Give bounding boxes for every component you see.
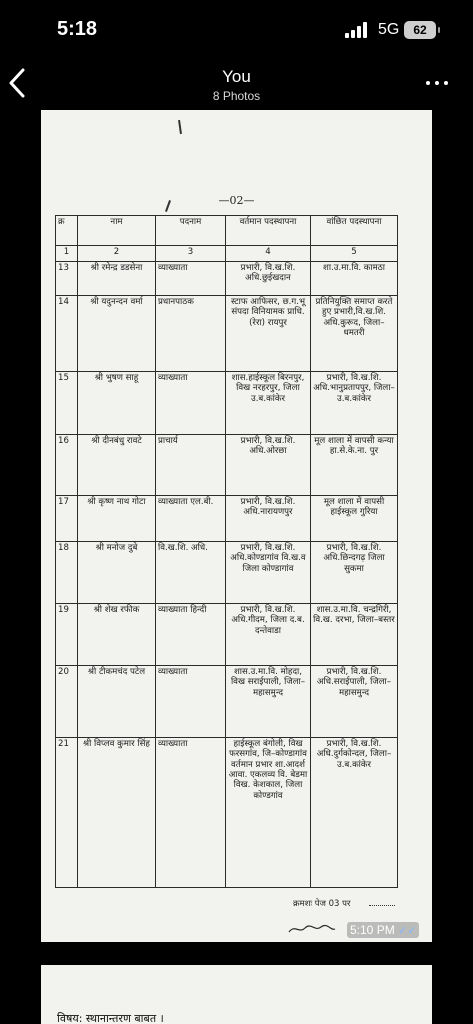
document-photo[interactable] [41,110,432,942]
cell-name: श्री कृष्ण नाथ गोटा [78,496,156,542]
message-timestamp [347,922,419,938]
column-number: 4 [226,246,311,262]
read-receipt-icon: ✓✓ [398,925,417,937]
cell-designation: व्याख्याता [156,372,226,435]
cell-name: श्री मनोज दुबे [78,542,156,604]
cell-desired-posting: प्रभारी, वि.ख.शि. अधि.दुर्गकोन्दल, जिला–उ.ब.कांकेर [311,738,398,888]
cell-current-posting: प्रभारी, वि.ख.शि. अधि.छुईखदान [226,262,311,296]
cell-current-posting: शास.हाईस्कूल बिरनपुर, विख नरहरपुर, जिला उ.ब.कांकेर [226,372,311,435]
header-desired-posting: वांछित पदस्थापना [311,216,398,246]
cell-sr: 18 [56,542,78,604]
cell-desired-posting: मूल शाला में वापसी कन्या हा.से.के.ना. पुर [311,435,398,496]
pen-mark [178,120,182,134]
column-number-row [56,246,398,262]
table-row [56,296,398,372]
battery-icon: 62 [404,21,436,39]
column-number: 3 [156,246,226,262]
page-number: —02— [218,194,255,207]
table-row [56,262,398,296]
cell-desired-posting: प्रभारी, वि.ख.शि. अधि.भानुप्रतापपुर, जिला–उ.ब.कांकेर [311,372,398,435]
album-title: You [222,67,251,86]
cell-sr: 21 [56,738,78,888]
cell-sr: 13 [56,262,78,296]
cell-designation: प्रधानपाठक [156,296,226,372]
cell-desired-posting: मूल शाला में वापसी हाईस्कूल गुरिया [311,496,398,542]
table-header-row [56,216,398,246]
dot [444,81,448,85]
cell-current-posting: शास.उ.मा.वि. मोहदा, विख सराईपाली, जिला–महासमुन्द [226,666,311,738]
cell-designation: व्याख्याता [156,738,226,888]
more-options-button[interactable] [424,76,452,90]
status-bar [0,0,473,62]
cell-name: श्री यदुनन्दन वर्मा [78,296,156,372]
cell-sr: 20 [56,666,78,738]
cell-name: श्री रमेन्द्र डडसेना [78,262,156,296]
cell-name: श्री विप्लव कुमार सिंह [78,738,156,888]
cell-designation: प्राचार्य [156,435,226,496]
cell-name: श्री दीनबंधु रावटे [78,435,156,496]
cell-desired-posting: शा.उ.मा.वि. कामठा [311,262,398,296]
dot [426,81,430,85]
cell-designation: व्याख्याता [156,666,226,738]
table-row [56,435,398,496]
cell-current-posting: प्रभारी, वि.ख.शि. अधि.नारायणपुर [226,496,311,542]
network-label: 5G [378,21,400,38]
header-designation: पदनाम [156,216,226,246]
dot [435,81,439,85]
cell-desired-posting: प्रतिनियुक्ति समाप्त करते हुए प्रभारी,वि.ख.शि. अधि.कुरूद, जिला–धमतरी [311,296,398,372]
cell-sr: 16 [56,435,78,496]
cell-designation: वि.ख.शि. अधि. [156,542,226,604]
table-row [56,496,398,542]
next-photo[interactable] [41,965,432,1024]
cell-sr: 14 [56,296,78,372]
timestamp-text: 5:10 PM [350,923,395,937]
signal-icon [345,22,371,38]
transfer-table [55,215,398,888]
cell-current-posting: स्टाफ आफिसर, छ.ग.भू संपदा विनियामक प्राधि. (रेरा) रायपुर [226,296,311,372]
table-row [56,542,398,604]
table-row [56,666,398,738]
header-name: नाम [78,216,156,246]
cell-current-posting: प्रभारी, वि.ख.शि. अधि.गीदम, जिला द.ब. दन्तेवाडा [226,604,311,666]
cell-name: श्री शेख रफीक [78,604,156,666]
cell-designation: व्याख्याता हिन्दी [156,604,226,666]
cell-desired-posting: प्रभारी, वि.ख.शि. अधि.छिन्दगढ़ जिला सुकमा [311,542,398,604]
dotted-line [369,905,395,906]
next-photo-text: विषय: स्थानान्तरण बाबत । [57,1012,164,1024]
cell-name: श्री टीकमचंद पटेल [78,666,156,738]
cell-current-posting: प्रभारी, वि.ख.शि. अधि.कोण्डागांव वि.ख.व जिला कोण्डागांव [226,542,311,604]
table-row [56,604,398,666]
cell-desired-posting: शास.उ.मा.वि. चन्द्रगिरी, वि.ख. दरभा, जिला–बस्तर [311,604,398,666]
nav-bar [0,62,473,112]
cell-desired-posting: प्रभारी, वि.ख.शि. अधि.सराईपाली, जिला–महासमुन्द [311,666,398,738]
cell-current-posting: हाईस्कूल बंगोली, विख फरसगांव, जि–कोण्डागांव वर्तमान प्रभार शा.आदर्श आवा. एकलव्य वि. बेडमा विख. केशकाल, जिला कोण्डगांव [226,738,311,888]
column-number: 1 [56,246,78,262]
album-subtitle: 8 Photos [212,89,261,103]
cell-designation: व्याख्याता [156,262,226,296]
cell-sr: 17 [56,496,78,542]
column-number: 5 [311,246,398,262]
cell-designation: व्याख्याता एल.बी. [156,496,226,542]
cell-sr: 19 [56,604,78,666]
status-time: 5:18 [57,18,98,40]
cell-sr: 15 [56,372,78,435]
header-current-posting: वर्तमान पदस्थापना [226,216,311,246]
cell-name: श्री भुषण साहू [78,372,156,435]
header-sr: क्र [56,216,78,246]
continue-note: क्रमशः पेज 03 पर [293,899,351,909]
column-number: 2 [78,246,156,262]
table-row [56,738,398,888]
table-row [56,372,398,435]
signature-mark [287,922,337,936]
cell-current-posting: प्रभारी, वि.ख.शि. अधि.ओरछा [226,435,311,496]
